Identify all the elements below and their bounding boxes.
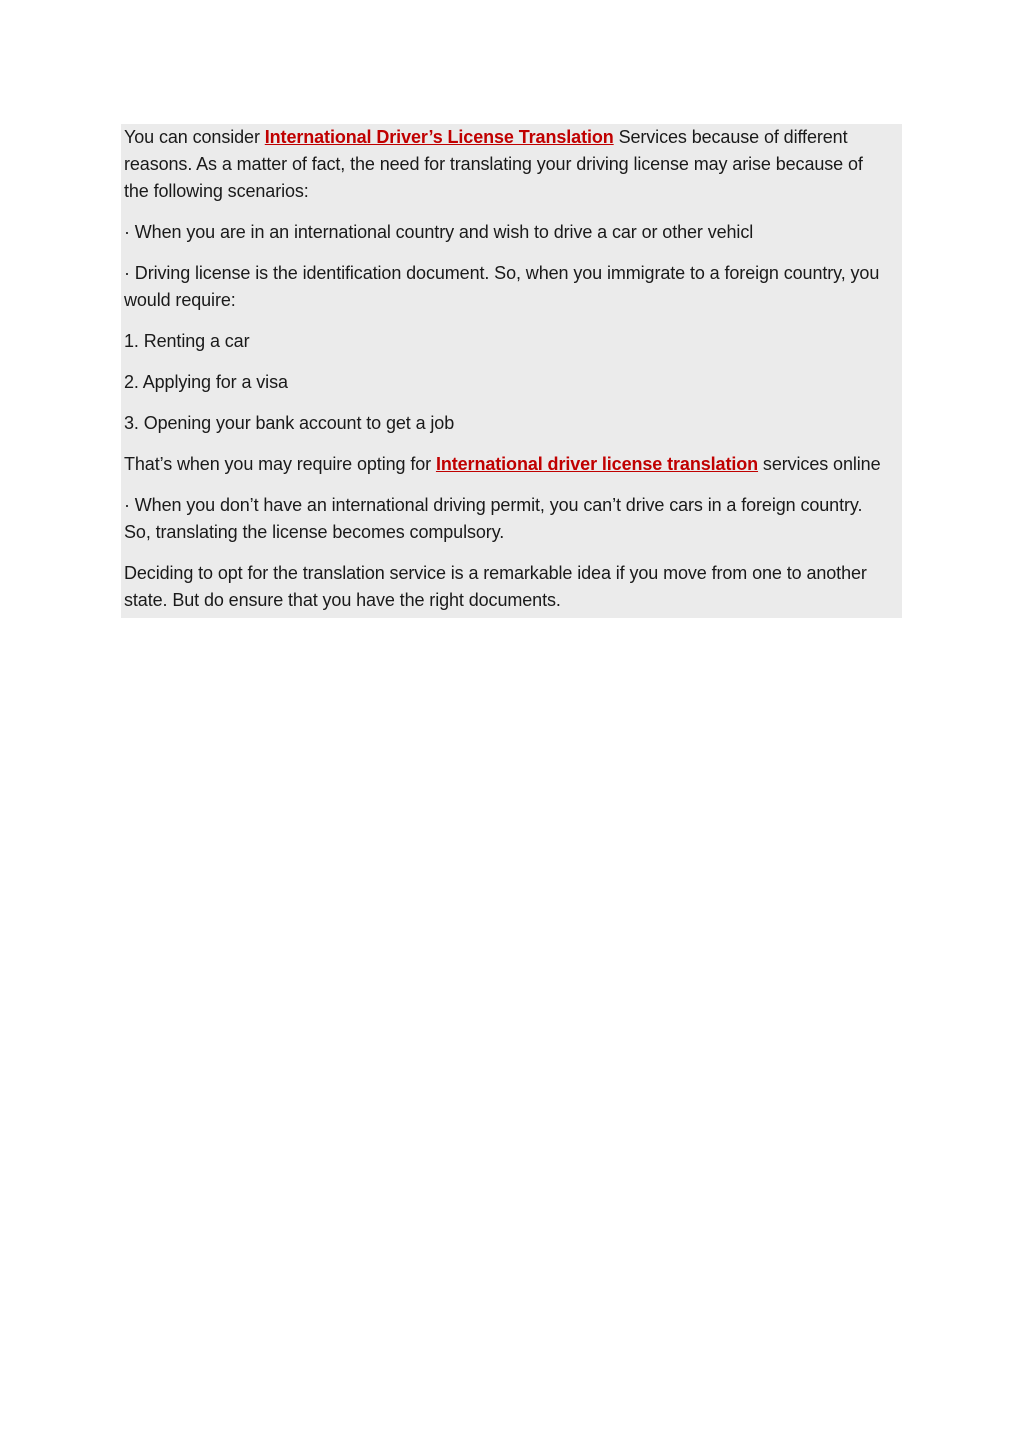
document-content-block [121,124,902,618]
intro-text-after: Services because of different reasons. As a matter of fact, the need for translating your driving license may arise because of the following scenarios: [124,127,863,201]
closing-paragraph: Deciding to opt for the translation service is a remarkable idea if you move from one to another state. But do ensure that you have the right documents. [124,563,867,610]
thats-when-paragraph [124,451,892,478]
intro-paragraph [124,124,892,205]
intro-text-before: You can consider [124,127,265,147]
bullet-paragraph-no-permit: · When you don’t have an international driving permit, you can’t drive cars in a foreign country. So, translating the license becomes compulsory. [124,495,863,542]
international-driver-license-translation-link[interactable]: International driver license translation [435,454,759,474]
bullet-paragraph-identification: · Driving license is the identification document. So, when you immigrate to a foreign country, you would require: [124,263,880,310]
thats-when-text-before: That’s when you may require opting for [124,454,436,474]
bullet-paragraph-drive-abroad: · When you are in an international country and wish to drive a car or other vehicl [124,222,754,242]
international-drivers-license-translation-link[interactable]: International Driver’s License Translation [264,127,614,147]
thats-when-text-after: services online [758,454,881,474]
list-item-bank-account: 3. Opening your bank account to get a job [124,413,455,433]
list-item-renting-car: 1. Renting a car [124,331,250,351]
list-item-applying-visa: 2. Applying for a visa [124,372,288,392]
